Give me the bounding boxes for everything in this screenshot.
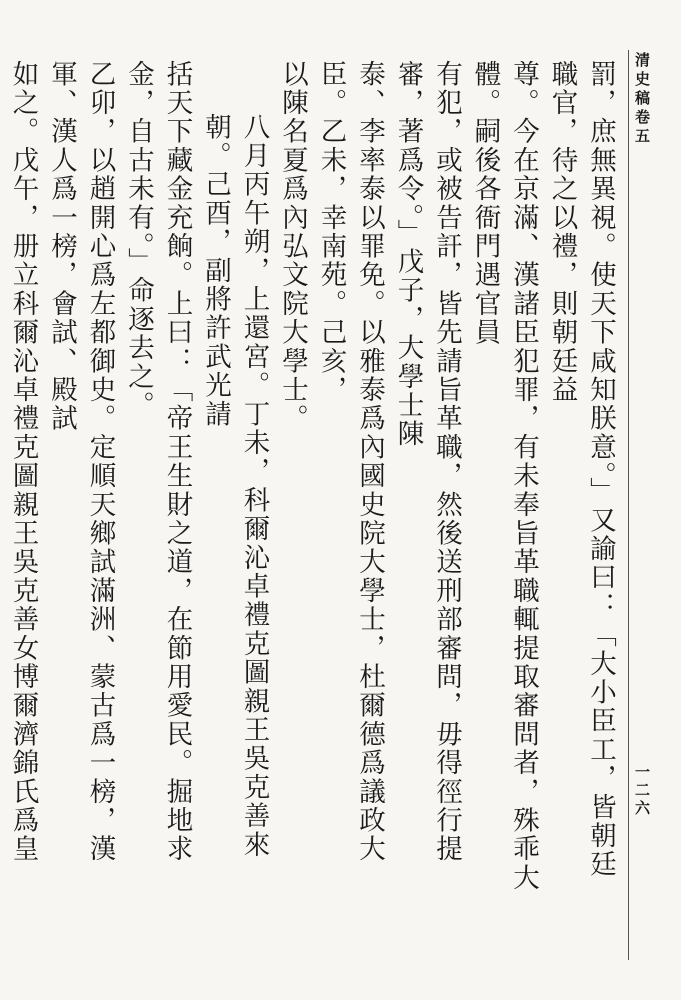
text-column: 尊。今在京滿、漢諸臣犯罪，有未奉旨革職輒提取審問者，殊乖大體。嗣後各衙門遇官員: [469, 60, 539, 893]
text-column: 以陳名夏爲內弘文院大學士。: [277, 60, 308, 434]
text-column: 泰、李率泰以罪免。以雅泰爲內國史院大學士，杜爾德爲議政大臣。乙未，幸南苑。己亥，: [315, 60, 385, 864]
text-column: 罰，庶無異視。使天下咸知朕意。」又諭曰：「大小臣工，皆朝廷職官，待之以禮，則朝廷益: [546, 60, 616, 880]
running-title: 清史稿卷五: [633, 52, 651, 147]
page-number: 一二六: [633, 764, 651, 818]
header-divider: [628, 50, 629, 960]
body-text: [7, 60, 619, 905]
text-column: 有犯，或被告訐，皆先請旨革職，然後送刑部審問，毋得徑行提審，著爲令。」戊子，大學士陳: [392, 60, 462, 864]
text-column: 八月丙午朔，上還宮。丁未，科爾沁卓禮克圖親王吳克善來朝。己酉，副將許武光請: [200, 113, 270, 860]
text-column: 括天下藏金充餉。上曰：「帝王生財之道，在節用愛民。掘地求金，自古未有。」命逐去之。: [123, 60, 193, 864]
text-column: 乙卯，以趙開心爲左都御史。定順天鄉試滿洲、蒙古爲一榜，漢軍、漢人爲一榜，會試、殿試: [46, 60, 116, 864]
text-column: 如之。戊午，册立科爾沁卓禮克圖親王吳克善女博爾濟錦氏爲皇: [7, 60, 39, 864]
